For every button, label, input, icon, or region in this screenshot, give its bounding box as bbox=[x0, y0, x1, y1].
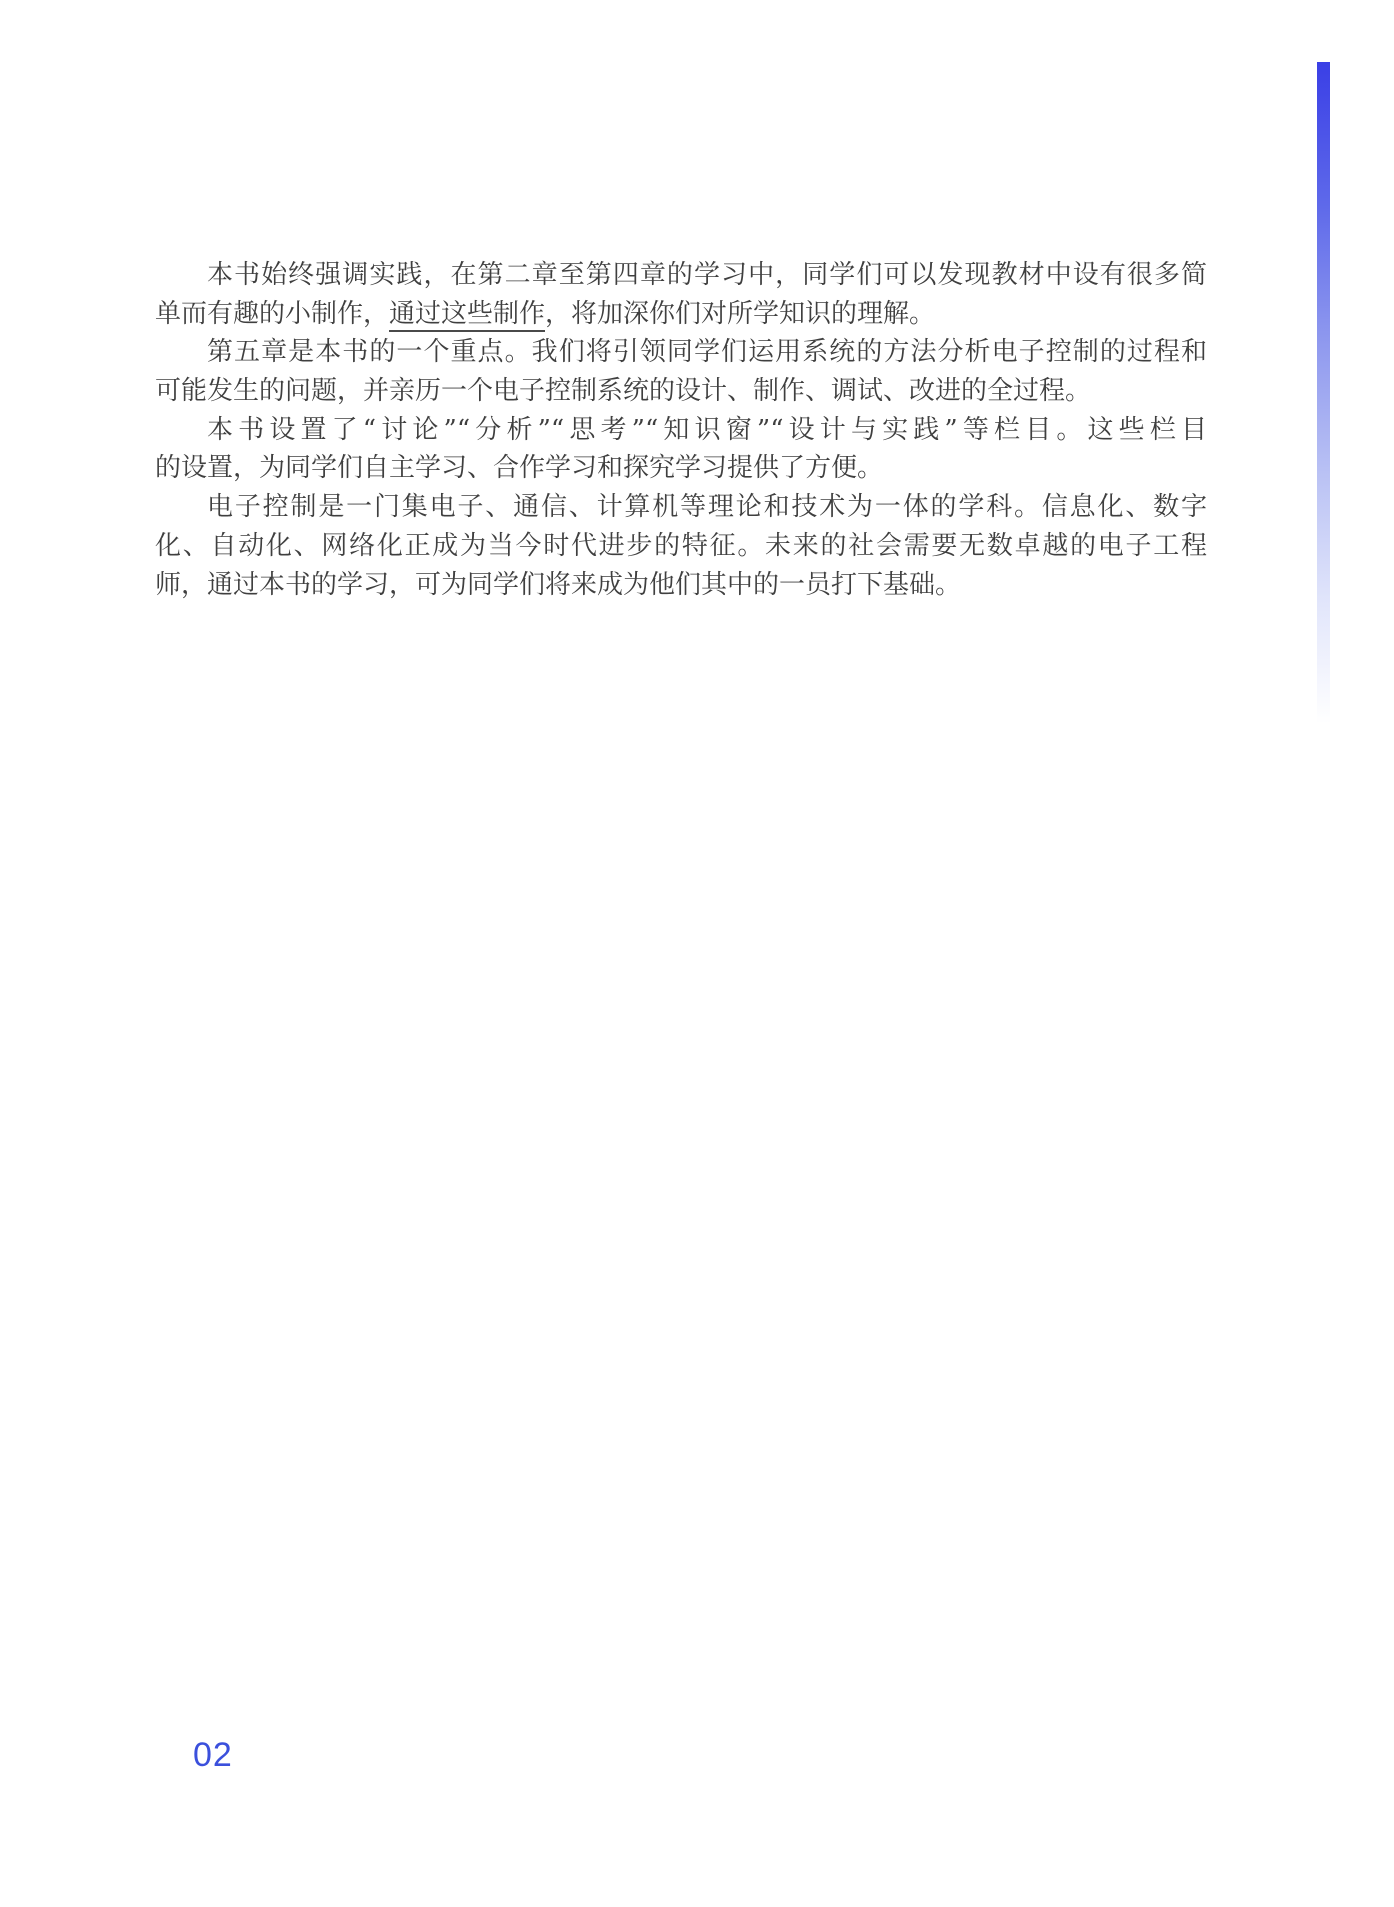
page-number: 02 bbox=[193, 1736, 233, 1774]
paragraph-4 bbox=[155, 488, 1207, 604]
paragraph-4-line-1: 电子控制是一门集电子、通信、计算机等理论和技术为一体的学科。信息化、数字 bbox=[207, 492, 1207, 523]
paragraph-4-line-3: 师，通过本书的学习，可为同学们将来成为他们其中的一员打下基础。 bbox=[155, 569, 962, 600]
paragraph-3-line-2: 的设置，为同学们自主学习、合作学习和探究学习提供了方便。 bbox=[155, 453, 884, 484]
paragraph-1-line-2 bbox=[155, 295, 1207, 334]
paragraph-2-line-1: 第五章是本书的一个重点。我们将引领同学们运用系统的方法分析电子控制的过程和 bbox=[207, 337, 1207, 368]
paragraph-1-line-2-pre: 单而有趣的小制作， bbox=[155, 298, 390, 329]
paragraph-4-line-2: 化、自动化、网络化正成为当今时代进步的特征。未来的社会需要无数卓越的电子工程 bbox=[155, 530, 1207, 561]
paragraph-1 bbox=[155, 256, 1207, 333]
paragraph-1-line-1: 本书始终强调实践，在第二章至第四章的学习中，同学们可以发现教材中设有很多简 bbox=[207, 260, 1207, 290]
paragraph-2 bbox=[155, 333, 1207, 410]
underlined-phrase: 通过这些制作 bbox=[389, 299, 545, 332]
body-text bbox=[155, 256, 1207, 604]
right-gradient-bar bbox=[1317, 62, 1330, 724]
paragraph-3 bbox=[155, 411, 1207, 488]
paragraph-1-line-2-post: ，将加深你们对所学知识的理解。 bbox=[545, 298, 936, 329]
paragraph-2-line-2: 可能发生的问题，并亲历一个电子控制系统的设计、制作、调试、改进的全过程。 bbox=[155, 376, 1092, 407]
paragraph-3-line-1: 本书设置了“讨论”“分析”“思考”“知识窗”“设计与实践”等栏目。这些栏目 bbox=[207, 414, 1207, 445]
